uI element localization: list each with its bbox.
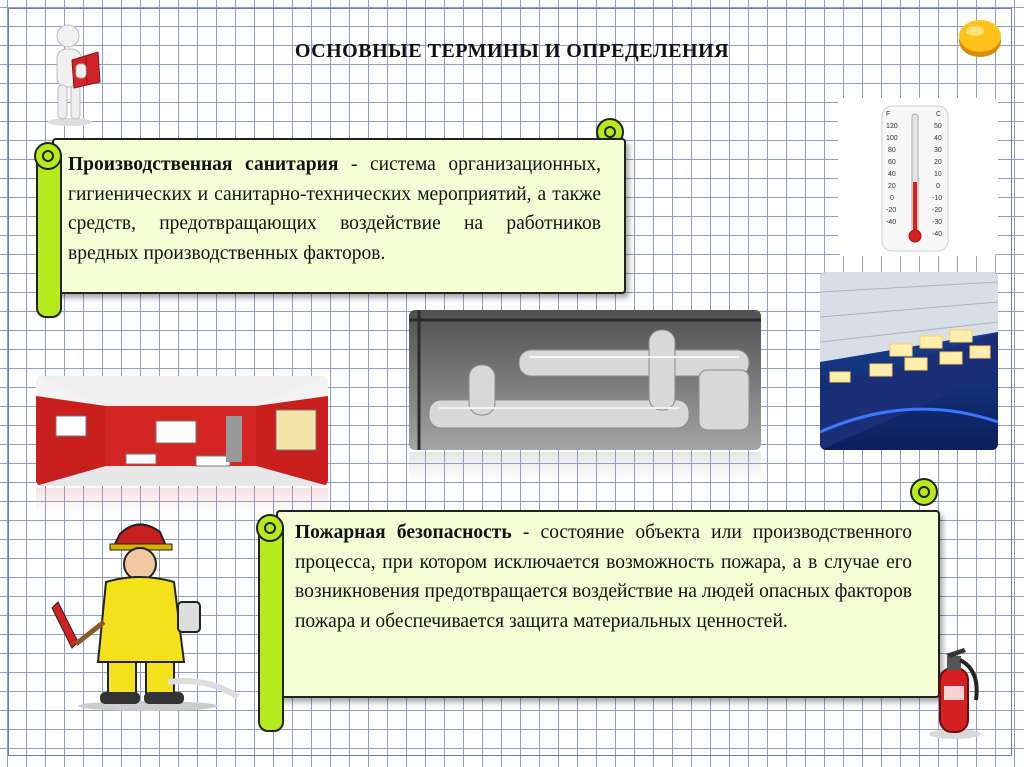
page-title: ОСНОВНЫЕ ТЕРМИНЫ И ОПРЕДЕЛЕНИЯ <box>294 40 730 62</box>
svg-text:-40: -40 <box>932 231 943 238</box>
ceiling-lights-picture <box>820 272 998 450</box>
svg-text:-30: -30 <box>932 219 943 226</box>
ceiling-lights-icon <box>820 272 998 450</box>
svg-text:30: 30 <box>934 147 942 154</box>
scroll-curl-left <box>256 514 284 542</box>
definition-sanitation <box>68 150 601 268</box>
svg-text:80: 80 <box>888 147 896 154</box>
figure-reading-book-icon <box>40 22 110 127</box>
term-sanitation: Производственная санитария <box>68 154 339 175</box>
svg-text:0: 0 <box>936 183 940 190</box>
fire-extinguisher-icon <box>920 640 990 740</box>
fire-safety-room-icon <box>36 376 328 486</box>
term-fire-safety: Пожарная безопасность <box>295 522 512 543</box>
definition-fire-safety <box>295 518 912 636</box>
fire-safety-room-picture <box>36 376 328 486</box>
scroll-curl-top <box>910 478 938 506</box>
svg-text:10: 10 <box>934 171 942 178</box>
svg-text:40: 40 <box>934 135 942 142</box>
firefighter-icon <box>48 512 243 712</box>
definition-fire-safety-text: - состояние объекта или производственного процесса, при котором исключается возможность пожара, а в случае его возникновения предотвращается воздействие на людей опасных факторов пожара и обеспечивается защита материальных ценностей. <box>295 522 913 632</box>
svg-text:C: C <box>936 111 942 118</box>
definition-sanitation-text: - система организационных, гигиенических и санитарно-технических мероприятий, а также средств, предотвращающих воздействие на работников вредных производственных факторов. <box>68 154 601 264</box>
scroll-bar <box>258 518 284 732</box>
svg-text:0: 0 <box>890 195 894 202</box>
svg-text:40: 40 <box>888 171 896 178</box>
svg-text:20: 20 <box>934 159 942 166</box>
svg-text:-40: -40 <box>886 219 897 226</box>
svg-text:-10: -10 <box>932 195 943 202</box>
thermometer-picture <box>838 98 998 256</box>
svg-text:50: 50 <box>934 123 942 130</box>
ventilation-ducts-icon <box>409 310 761 450</box>
svg-text:100: 100 <box>886 135 898 142</box>
coin-icon <box>955 14 1005 60</box>
thermometer-icon <box>838 98 998 256</box>
svg-text:60: 60 <box>888 159 896 166</box>
svg-text:-20: -20 <box>932 207 943 214</box>
svg-text:20: 20 <box>888 183 896 190</box>
svg-text:120: 120 <box>886 123 898 130</box>
svg-text:-20: -20 <box>886 207 897 214</box>
svg-text:F: F <box>886 111 891 118</box>
scroll-bar <box>36 146 62 318</box>
ventilation-ducts-picture <box>409 310 761 450</box>
scroll-curl-left <box>34 142 62 170</box>
